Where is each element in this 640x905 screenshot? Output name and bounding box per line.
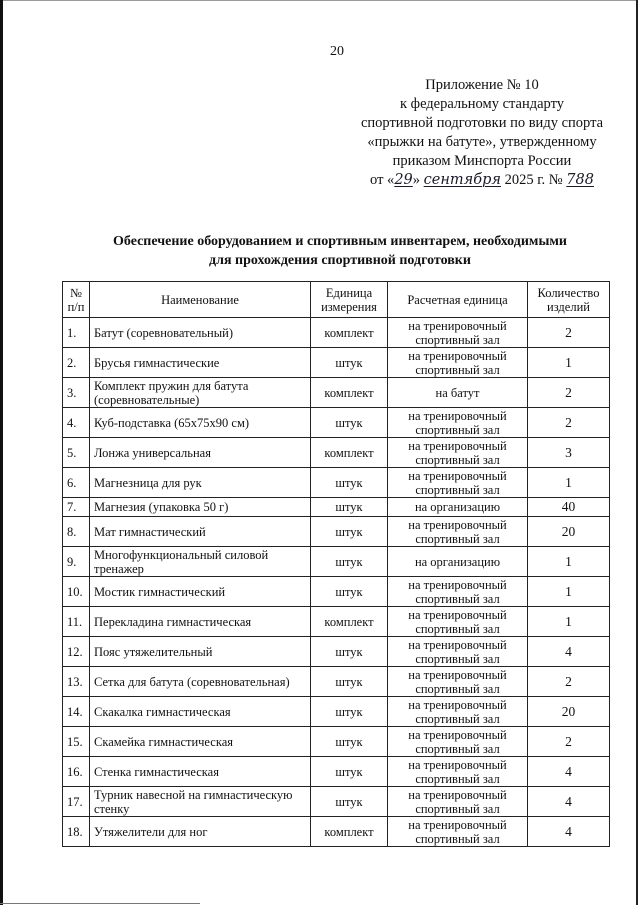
row-num: 7. [63, 498, 90, 517]
table-row [63, 757, 610, 787]
row-basis: на батут [388, 378, 528, 408]
row-name: Скакалка гимнастическая [90, 697, 311, 727]
table-row [63, 607, 610, 637]
header-unit: Единица измерения [311, 282, 388, 318]
row-qty: 2 [528, 727, 610, 757]
table-row [63, 697, 610, 727]
table-row [63, 577, 610, 607]
row-unit: штук [311, 727, 388, 757]
row-num: 10. [63, 577, 90, 607]
row-unit: штук [311, 348, 388, 378]
scan-edge-bottom [0, 903, 200, 904]
row-qty: 4 [528, 817, 610, 847]
order-date-line [352, 171, 612, 190]
title-line-1: Обеспечение оборудованием и спортивным инвентарем, необходимыми [113, 234, 567, 249]
row-num: 6. [63, 468, 90, 498]
row-num: 5. [63, 438, 90, 468]
row-basis: на организацию [388, 547, 528, 577]
row-basis: на тренировочный спортивный зал [388, 318, 528, 348]
handwritten-order-number: 788 [566, 172, 594, 188]
row-qty: 2 [528, 667, 610, 697]
handwritten-month: сентября [423, 172, 501, 188]
row-basis: на тренировочный спортивный зал [388, 817, 528, 847]
table-header-row [63, 282, 610, 318]
year-suffix: 2025 г. № [504, 172, 563, 188]
row-unit: штук [311, 498, 388, 517]
row-unit: комплект [311, 318, 388, 348]
row-num: 15. [63, 727, 90, 757]
table-row [63, 667, 610, 697]
row-qty: 4 [528, 757, 610, 787]
date-prefix: от « [370, 172, 395, 188]
row-name: Утяжелители для ног [90, 817, 311, 847]
row-unit: штук [311, 577, 388, 607]
table-row [63, 727, 610, 757]
table-row [63, 498, 610, 517]
row-basis: на тренировочный спортивный зал [388, 667, 528, 697]
row-qty: 20 [528, 517, 610, 547]
header-basis: Расчетная единица [388, 282, 528, 318]
row-name: Мат гимнастический [90, 517, 311, 547]
row-unit: штук [311, 408, 388, 438]
document-title [60, 232, 620, 270]
table-row [63, 787, 610, 817]
row-qty: 1 [528, 607, 610, 637]
row-name: Перекладина гимнастическая [90, 607, 311, 637]
row-num: 18. [63, 817, 90, 847]
row-basis: на тренировочный спортивный зал [388, 577, 528, 607]
header-name: Наименование [90, 282, 311, 318]
row-name: Турник навесной на гимнастическую стенку [90, 787, 311, 817]
row-qty: 1 [528, 577, 610, 607]
row-unit: штук [311, 468, 388, 498]
row-basis: на организацию [388, 498, 528, 517]
appendix-line-4: «прыжки на батуте», утвержденному [367, 134, 597, 150]
row-qty: 1 [528, 547, 610, 577]
day-close: » [412, 172, 421, 188]
row-basis: на тренировочный спортивный зал [388, 757, 528, 787]
table-row [63, 468, 610, 498]
row-num: 4. [63, 408, 90, 438]
row-basis: на тренировочный спортивный зал [388, 697, 528, 727]
appendix-header [352, 76, 612, 190]
appendix-line-2: к федеральному стандарту [400, 96, 564, 112]
row-basis: на тренировочный спортивный зал [388, 348, 528, 378]
row-num: 17. [63, 787, 90, 817]
row-basis: на тренировочный спортивный зал [388, 468, 528, 498]
header-num: № п/п [63, 282, 90, 318]
row-unit: штук [311, 547, 388, 577]
row-unit: штук [311, 667, 388, 697]
row-unit: комплект [311, 438, 388, 468]
table-row [63, 817, 610, 847]
row-unit: комплект [311, 607, 388, 637]
row-name: Куб-подставка (65х75х90 см) [90, 408, 311, 438]
row-num: 2. [63, 348, 90, 378]
row-num: 11. [63, 607, 90, 637]
row-qty: 2 [528, 318, 610, 348]
table-row [63, 438, 610, 468]
row-basis: на тренировочный спортивный зал [388, 607, 528, 637]
row-num: 9. [63, 547, 90, 577]
row-name: Лонжа универсальная [90, 438, 311, 468]
row-unit: штук [311, 787, 388, 817]
row-name: Скамейка гимнастическая [90, 727, 311, 757]
row-qty: 2 [528, 408, 610, 438]
scan-edge-top [3, 0, 637, 1]
row-num: 12. [63, 637, 90, 667]
row-name: Батут (соревновательный) [90, 318, 311, 348]
scan-edge-right [636, 0, 638, 905]
row-qty: 2 [528, 378, 610, 408]
row-name: Стенка гимнастическая [90, 757, 311, 787]
row-basis: на тренировочный спортивный зал [388, 727, 528, 757]
row-qty: 1 [528, 468, 610, 498]
row-name: Комплект пружин для батута (соревновательные) [90, 378, 311, 408]
row-name: Мостик гимнастический [90, 577, 311, 607]
row-unit: штук [311, 697, 388, 727]
handwritten-day: 29 [394, 172, 413, 188]
row-basis: на тренировочный спортивный зал [388, 637, 528, 667]
row-basis: на тренировочный спортивный зал [388, 408, 528, 438]
row-qty: 1 [528, 348, 610, 378]
equipment-table [62, 281, 610, 847]
row-unit: штук [311, 757, 388, 787]
appendix-line-3: спортивной подготовки по виду спорта [360, 115, 604, 131]
title-line-2: для прохождения спортивной подготовки [209, 253, 471, 268]
row-name: Магнезница для рук [90, 468, 311, 498]
row-unit: комплект [311, 378, 388, 408]
row-num: 14. [63, 697, 90, 727]
row-basis: на тренировочный спортивный зал [388, 438, 528, 468]
table-row [63, 637, 610, 667]
row-name: Сетка для батута (соревновательная) [90, 667, 311, 697]
row-qty: 20 [528, 697, 610, 727]
row-qty: 3 [528, 438, 610, 468]
row-name: Магнезия (упаковка 50 г) [90, 498, 311, 517]
row-num: 1. [63, 318, 90, 348]
table-row [63, 378, 610, 408]
row-num: 13. [63, 667, 90, 697]
row-name: Пояс утяжелительный [90, 637, 311, 667]
table-row [63, 348, 610, 378]
row-name: Брусья гимнастические [90, 348, 311, 378]
scan-edge-left [0, 0, 3, 905]
appendix-line-1: Приложение № 10 [425, 77, 539, 93]
row-qty: 4 [528, 637, 610, 667]
appendix-line-5: приказом Минспорта России [392, 153, 572, 169]
row-unit: штук [311, 637, 388, 667]
row-qty: 4 [528, 787, 610, 817]
row-num: 3. [63, 378, 90, 408]
row-unit: штук [311, 517, 388, 547]
row-basis: на тренировочный спортивный зал [388, 787, 528, 817]
table-row [63, 318, 610, 348]
table-row [63, 517, 610, 547]
page-number: 20 [330, 44, 344, 59]
row-unit: комплект [311, 817, 388, 847]
table-row [63, 547, 610, 577]
row-qty: 40 [528, 498, 610, 517]
row-num: 16. [63, 757, 90, 787]
row-basis: на тренировочный спортивный зал [388, 517, 528, 547]
row-num: 8. [63, 517, 90, 547]
table-row [63, 408, 610, 438]
row-name: Многофункциональный силовой тренажер [90, 547, 311, 577]
header-qty: Количество изделий [528, 282, 610, 318]
